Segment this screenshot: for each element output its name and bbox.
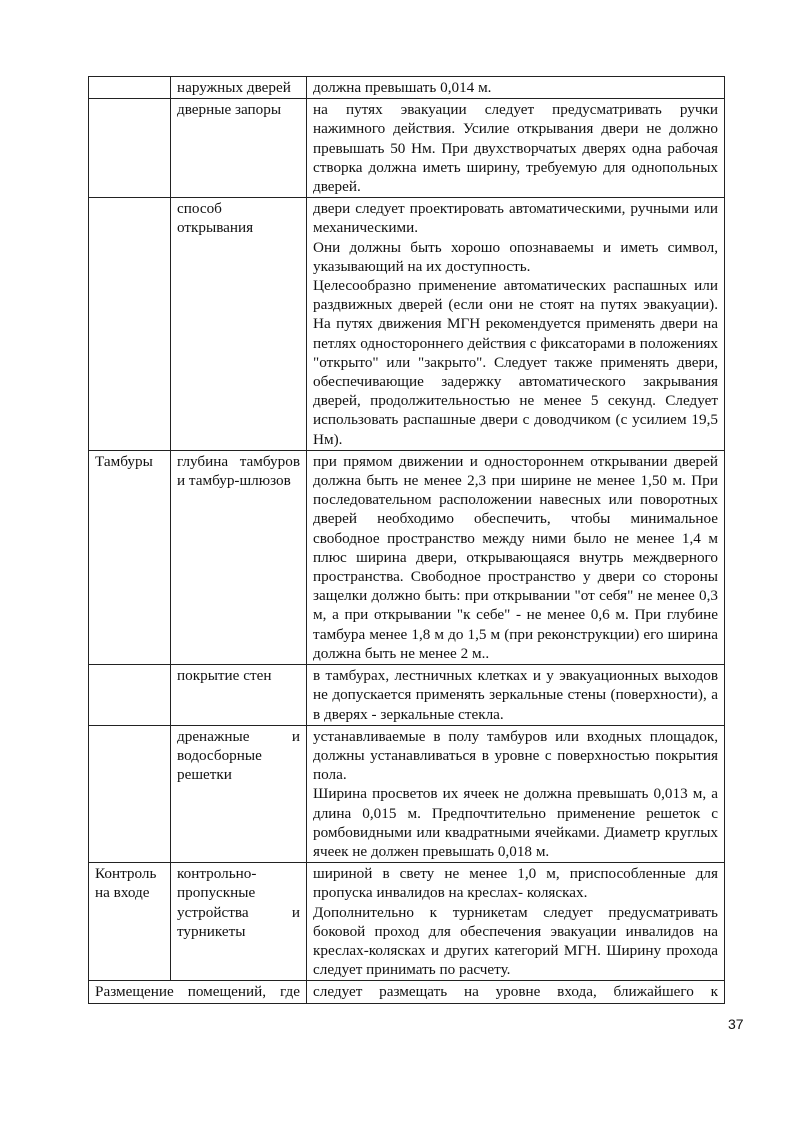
requirement-cell — [307, 77, 725, 99]
requirement-paragraph: в тамбурах, лестничных клетках и у эвакуационных выходов не допускается применять зеркальные стены (поверхности), а в дверях - зеркальные стекла. — [313, 667, 718, 723]
category-cell — [89, 665, 171, 726]
requirement-paragraph: Дополнительно к турникетам следует предусматривать боковой проход для обеспечения эвакуации инвалидов на креслах-колясках и других категорий МГН. Ширину прохода следует принимать по расчету. — [313, 903, 718, 979]
table-row-cut — [89, 981, 725, 1003]
table-row — [89, 450, 725, 664]
requirement-cell — [307, 725, 725, 862]
table-body — [89, 77, 725, 1004]
category-cell: Контроль на входе — [89, 863, 171, 981]
requirement-cell — [307, 665, 725, 726]
requirement-paragraph: Они должны быть хорошо опознаваемы и иметь символ, указывающий на их доступность. — [313, 238, 718, 275]
requirement-paragraph: Целесообразно применение автоматических распашных или раздвижных дверей (если они не стоят на путях эвакуации). На путях движения МГН рекомендуется применять двери на петлях одностороннего действия с фиксаторами в положениях "открыто" или "закрыто". Следует также применять двери, обеспечивающие задержку автоматического закрывания дверей, продолжительностью не менее 5 секунд. Следует использовать распашные двери с доводчиком (с усилием 19,5 Нм). — [313, 277, 718, 448]
requirement-cell — [307, 450, 725, 664]
requirement-paragraph: на путях эвакуации следует предусматривать ручки нажимного действия. Усилие открывания двери не должно превышать 50 Нм. При двухстворчатых дверях одна рабочая створка должна иметь ширину, требуемую для однопольных дверей. — [313, 101, 718, 196]
table-row — [89, 99, 725, 198]
requirement-paragraph: Ширина просветов их ячеек не должна превышать 0,013 м, а длина 0,015 м. Предпочтительно применение решеток с ромбовидными или квадратными ячейками. Диаметр круглых ячеек не должен превышать 0,018 м. — [313, 785, 718, 860]
requirement-cell — [307, 99, 725, 198]
subcategory-cell: способ открывания — [171, 198, 307, 451]
subcategory-cell: дренажные и водосборные решетки — [171, 725, 307, 862]
category-cell — [89, 77, 171, 99]
merged-category-cell: Размещение помещений, где — [89, 981, 307, 1003]
requirement-cell: следует размещать на уровне входа, ближайшего к — [307, 981, 725, 1003]
requirement-paragraph: при прямом движении и одностороннем открывании дверей должна быть не менее 2,3 при ширине не менее 1,50 м. При последовательном расположении навесных или поворотных дверей необходимо обеспечить, чтобы минимальное свободное пространство между ними было не менее 1,4 м плюс ширина двери, открывающаяся внутрь междверного пространства. Свободное пространство у двери со стороны защелки должно быть: при открывании "от себя" не менее 0,3 м, а при открывании "к себе" - не менее 0,6 м. При глубине тамбура менее 1,8 м до 1,5 м (при реконструкции) его ширина должна быть не менее 2 м.. — [313, 452, 718, 662]
subcategory-cell: покрытие стен — [171, 665, 307, 726]
table-row — [89, 198, 725, 451]
requirement-cell — [307, 863, 725, 981]
requirement-cell — [307, 198, 725, 451]
page-number: 37 — [728, 1016, 744, 1032]
category-cell — [89, 198, 171, 451]
requirements-table — [88, 76, 725, 1004]
subcategory-cell: дверные запоры — [171, 99, 307, 198]
table-row — [89, 725, 725, 862]
subcategory-cell: наружных дверей — [171, 77, 307, 99]
category-cell — [89, 725, 171, 862]
requirement-paragraph: должна превышать 0,014 м. — [313, 79, 492, 96]
requirement-paragraph: устанавливаемые в полу тамбуров или входных площадок, должны устанавливаться в уровне с поверхностью покрытия пола. — [313, 727, 718, 784]
table-row — [89, 77, 725, 99]
subcategory-cell: глубина тамбуров и тамбур-шлюзов — [171, 450, 307, 664]
requirement-paragraph: шириной в свету не менее 1,0 м, приспособленные для пропуска инвалидов на креслах- колясках. — [313, 865, 718, 902]
category-cell — [89, 99, 171, 198]
requirement-paragraph: двери следует проектировать автоматическими, ручными или механическими. — [313, 200, 718, 237]
category-cell: Тамбуры — [89, 450, 171, 664]
subcategory-cell: контрольно-пропускные устройства и турникеты — [171, 863, 307, 981]
table-row — [89, 665, 725, 726]
table-row — [89, 863, 725, 981]
